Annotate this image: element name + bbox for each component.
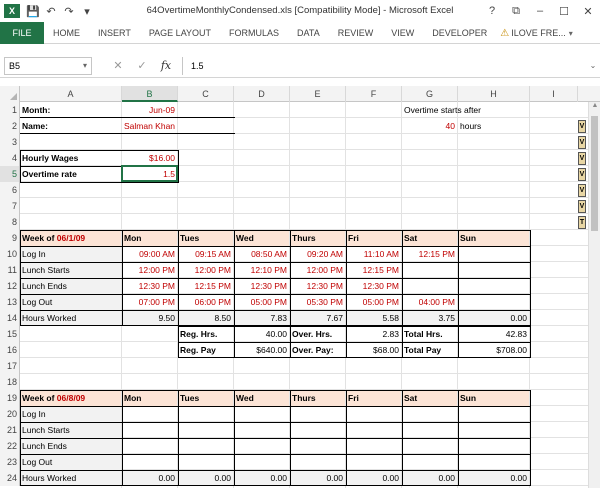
day-header-fri[interactable]: Fri — [346, 390, 401, 406]
week-col-line — [346, 485, 347, 486]
totals-border — [178, 326, 530, 327]
row-label-lunch-starts[interactable]: Lunch Starts — [20, 262, 121, 278]
hours-worked-cell[interactable]: 7.67 — [290, 310, 345, 326]
column-header-b[interactable]: B — [122, 86, 178, 102]
column-header-g[interactable]: G — [402, 86, 458, 102]
week-col-line — [458, 230, 459, 325]
row-header-24[interactable]: 24 — [0, 470, 20, 486]
time-cell[interactable]: 05:30 PM — [306, 297, 343, 307]
save-icon[interactable]: 💾 — [26, 5, 40, 18]
week-col-line — [290, 485, 291, 486]
totals-col-line — [346, 357, 347, 358]
column-header-d[interactable]: D — [234, 86, 290, 102]
side-legend-item: V — [578, 152, 586, 165]
row-header-8[interactable]: 8 — [0, 214, 20, 230]
wages-box — [20, 182, 179, 183]
week-col-line — [346, 390, 347, 485]
name-box[interactable] — [4, 57, 92, 75]
hours-worked-cell[interactable]: 3.75 — [402, 310, 457, 326]
totals-divider — [178, 342, 531, 343]
row-label-log-in[interactable]: Log In — [20, 246, 121, 262]
reg-hrs-label[interactable]: Reg. Hrs. — [180, 329, 218, 339]
day-header-thurs[interactable]: Thurs — [290, 230, 345, 246]
maximize-button[interactable]: ☐ — [559, 5, 569, 18]
week-table-border — [20, 390, 530, 391]
week-table-border — [20, 485, 531, 486]
week-col-line — [178, 390, 179, 485]
week-table-border — [20, 230, 530, 231]
enter-icon[interactable]: ✓ — [137, 60, 147, 72]
row-header-17[interactable]: 17 — [0, 358, 20, 374]
time-cell[interactable]: 12:30 PM — [306, 281, 343, 291]
week-col-line — [290, 230, 291, 325]
column-header-e[interactable]: E — [290, 86, 346, 102]
row-header-9[interactable]: 9 — [0, 230, 20, 246]
over-hrs-label[interactable]: Over. Hrs. — [292, 329, 333, 339]
row-header-6[interactable]: 6 — [0, 182, 20, 198]
totals-col-line — [234, 326, 235, 357]
hourly-wages-label[interactable]: Hourly Wages — [22, 153, 79, 163]
name-box-value: B5 — [9, 60, 21, 71]
tab-page-layout[interactable]: PAGE LAYOUT — [148, 27, 212, 38]
tab-data[interactable]: DATA — [297, 27, 320, 38]
wages-box — [20, 150, 178, 151]
row-header-13[interactable]: 13 — [0, 294, 20, 310]
overtime-rate-value[interactable]: 1.5 — [163, 169, 175, 179]
undo-icon[interactable]: ↶ — [46, 5, 56, 18]
week-row-line — [20, 422, 531, 423]
hours-worked-cell[interactable]: 0.00 — [458, 470, 529, 486]
reg-pay-value[interactable]: $640.00 — [256, 345, 287, 355]
customize-toolbar-icon[interactable]: ▾ — [84, 5, 90, 18]
day-header-tues[interactable]: Tues — [178, 230, 233, 246]
day-header-fri[interactable]: Fri — [346, 230, 401, 246]
week-col-line — [178, 230, 179, 325]
row-header-15[interactable]: 15 — [0, 326, 20, 342]
minimize-button[interactable]: – — [536, 5, 544, 17]
time-cell[interactable] — [458, 246, 529, 262]
hours-worked-cell[interactable]: 0.00 — [234, 470, 289, 486]
totals-col-line — [290, 357, 291, 358]
tab-file[interactable]: FILE — [0, 22, 44, 44]
gridline — [20, 197, 588, 198]
active-cell-selection — [121, 165, 178, 182]
week-row-line — [20, 406, 531, 407]
total-pay-label[interactable]: Total Pay — [404, 345, 442, 355]
time-cell[interactable] — [458, 294, 529, 310]
row-header-23[interactable]: 23 — [0, 454, 20, 470]
name-value[interactable]: Salman Khan — [124, 121, 176, 131]
over-pay-label[interactable]: Over. Pay: — [292, 345, 334, 355]
warning-icon: ⚠ — [500, 27, 510, 39]
side-legend-item: V — [578, 184, 586, 197]
column-header-f[interactable]: F — [346, 86, 402, 102]
scroll-up-icon[interactable]: ▲ — [591, 102, 599, 109]
time-cell[interactable]: 04:00 PM — [418, 297, 455, 307]
column-header-a[interactable]: A — [20, 86, 122, 102]
help-icon[interactable]: ? — [488, 5, 496, 17]
day-header-mon[interactable]: Mon — [122, 230, 177, 246]
row-header-11[interactable]: 11 — [0, 262, 20, 278]
week-row-line — [20, 310, 531, 311]
time-cell[interactable]: 05:00 PM — [250, 297, 287, 307]
week-col-line — [290, 390, 291, 485]
time-cell[interactable]: 09:20 AM — [307, 249, 343, 259]
spreadsheet-grid[interactable] — [0, 86, 600, 488]
chevron-down-icon[interactable]: ▾ — [568, 28, 573, 38]
hours-worked-cell[interactable]: 0.00 — [346, 470, 401, 486]
time-cell[interactable]: 07:00 PM — [138, 297, 175, 307]
row-header-7[interactable]: 7 — [0, 198, 20, 214]
week-col-line — [234, 485, 235, 486]
time-cell[interactable]: 12:00 PM — [194, 265, 231, 275]
day-header-sun[interactable]: Sun — [458, 230, 529, 246]
row-label-log-out[interactable]: Log Out — [20, 454, 121, 470]
row-header-10[interactable]: 10 — [0, 246, 20, 262]
time-cell[interactable]: 09:00 AM — [139, 249, 175, 259]
tab-addin[interactable] — [496, 22, 577, 44]
column-headers — [0, 86, 600, 102]
row-label-hours-worked[interactable]: Hours Worked — [20, 470, 121, 486]
total-hrs-value[interactable]: 42.83 — [505, 329, 527, 339]
hours-worked-cell[interactable]: 0.00 — [402, 470, 457, 486]
day-header-sun[interactable]: Sun — [458, 390, 529, 406]
hours-worked-cell[interactable]: 7.83 — [234, 310, 289, 326]
tab-formulas[interactable]: FORMULAS — [229, 27, 280, 38]
window-controls — [480, 0, 600, 22]
time-cell[interactable]: 12:30 PM — [250, 281, 287, 291]
column-header-i[interactable]: I — [530, 86, 578, 102]
expand-formula-icon[interactable]: ⌄ — [589, 61, 597, 70]
row-label-hours-worked[interactable]: Hours Worked — [20, 310, 121, 326]
week-col-line — [122, 230, 123, 325]
week-title[interactable] — [20, 390, 121, 406]
row-header-2[interactable]: 2 — [0, 118, 20, 134]
row-header-1[interactable]: 1 — [0, 102, 20, 118]
week-col-line — [346, 230, 347, 325]
formula-bar — [0, 54, 600, 78]
overtime-rate-label[interactable]: Overtime rate — [22, 169, 77, 179]
row-header-22[interactable]: 22 — [0, 438, 20, 454]
time-cell[interactable]: 12:30 PM — [138, 281, 175, 291]
week-col-line — [234, 390, 235, 485]
week-row-line — [20, 470, 531, 471]
addin-label: ILOVE FRE... — [511, 27, 566, 38]
time-cell[interactable]: 12:15 PM — [418, 249, 455, 259]
hours-worked-cell[interactable]: 0.00 — [178, 470, 233, 486]
totals-col-line — [290, 326, 291, 357]
week-col-line — [402, 485, 403, 486]
hours-worked-cell[interactable]: 9.50 — [122, 310, 177, 326]
cancel-icon[interactable]: ✕ — [113, 60, 123, 72]
hours-worked-cell[interactable]: 0.00 — [290, 470, 345, 486]
gridline — [20, 213, 588, 214]
tab-view[interactable]: VIEW — [391, 27, 415, 38]
totals-col-line — [234, 357, 235, 358]
row-header-3[interactable]: 3 — [0, 134, 20, 150]
close-button[interactable]: ✕ — [583, 5, 593, 18]
month-value[interactable]: Jun-09 — [149, 105, 175, 115]
day-header-wed[interactable]: Wed — [234, 390, 289, 406]
overtime-starts-label[interactable]: Overtime starts after — [404, 105, 481, 115]
row-label-log-out[interactable]: Log Out — [20, 294, 121, 310]
hours-worked-cell[interactable]: 0.00 — [458, 310, 529, 326]
week-title-prefix: Week of — [22, 393, 57, 403]
row-header-14[interactable]: 14 — [0, 310, 20, 326]
excel-logo-icon: X — [4, 4, 20, 18]
week-row-line — [20, 438, 531, 439]
reg-hrs-value[interactable]: 40.00 — [265, 329, 287, 339]
time-cell[interactable] — [402, 278, 457, 294]
day-header-thurs[interactable]: Thurs — [290, 390, 345, 406]
totals-border — [178, 357, 531, 358]
month-label[interactable]: Month: — [22, 105, 51, 115]
formula-input[interactable]: 1.5 — [182, 57, 586, 75]
week-row-line — [20, 294, 531, 295]
week-col-line — [458, 390, 459, 485]
hours-worked-cell[interactable]: 5.58 — [346, 310, 401, 326]
row-header-19[interactable]: 19 — [0, 390, 20, 406]
week-date: 06/1/09 — [56, 233, 86, 243]
name-underline — [20, 133, 235, 134]
time-cell[interactable] — [458, 278, 529, 294]
week-col-line — [122, 485, 123, 486]
row-label-lunch-ends[interactable]: Lunch Ends — [20, 438, 121, 454]
side-legend-item: V — [578, 120, 586, 133]
week-col-line — [234, 230, 235, 325]
side-legend-item: T — [578, 216, 586, 229]
time-cell[interactable]: 12:15 PM — [194, 281, 231, 291]
column-header-h[interactable]: H — [458, 86, 530, 102]
week-col-line — [178, 485, 179, 486]
select-all-button[interactable] — [0, 86, 20, 102]
time-cell[interactable]: 12:30 PM — [362, 281, 399, 291]
tab-review[interactable]: REVIEW — [337, 27, 374, 38]
totals-col-line — [346, 326, 347, 357]
overtime-hours-value[interactable]: 40 — [445, 121, 455, 131]
tab-insert[interactable]: INSERT — [98, 27, 131, 38]
vertical-scrollbar[interactable] — [588, 102, 600, 488]
time-cell[interactable]: 06:00 PM — [194, 297, 231, 307]
row-header-16[interactable]: 16 — [0, 342, 20, 358]
insert-function-icon[interactable]: fx — [160, 59, 172, 72]
redo-icon[interactable]: ↷ — [64, 5, 74, 18]
week-col-line — [122, 325, 123, 326]
day-header-sat[interactable]: Sat — [402, 230, 457, 246]
total-hrs-label[interactable]: Total Hrs. — [404, 329, 443, 339]
column-header-c[interactable]: C — [178, 86, 234, 102]
reg-pay-label[interactable]: Reg. Pay — [180, 345, 216, 355]
week-row-line — [20, 278, 531, 279]
week-row-line — [20, 454, 531, 455]
ribbon-tabs — [0, 22, 600, 44]
name-label[interactable]: Name: — [22, 121, 48, 131]
overtime-hours-unit[interactable]: hours — [460, 121, 482, 131]
side-legend-item: V — [578, 168, 586, 181]
week-row-line — [20, 246, 531, 247]
day-header-wed[interactable]: Wed — [234, 230, 289, 246]
row-header-4[interactable]: 4 — [0, 150, 20, 166]
side-legend — [578, 120, 586, 230]
time-cell[interactable]: 12:15 PM — [362, 265, 399, 275]
window-title: 64OvertimeMonthlyCondensed.xls [Compatibility Mode] - Microsoft Excel — [146, 5, 454, 16]
week-date: 06/8/09 — [56, 393, 86, 403]
time-cell[interactable]: 09:15 AM — [195, 249, 231, 259]
day-header-mon[interactable]: Mon — [122, 390, 177, 406]
gridline — [20, 373, 588, 374]
hours-worked-cell[interactable]: 0.00 — [122, 470, 177, 486]
hourly-wages-value[interactable]: $16.00 — [149, 153, 175, 163]
row-label-log-in[interactable]: Log In — [20, 406, 121, 422]
tab-developer[interactable]: DEVELOPER — [432, 27, 488, 38]
week-col-line — [122, 390, 123, 485]
row-header-18[interactable]: 18 — [0, 374, 20, 390]
time-cell[interactable]: 05:00 PM — [362, 297, 399, 307]
time-cell[interactable]: 12:10 PM — [250, 265, 287, 275]
time-cell[interactable]: 12:00 PM — [138, 265, 175, 275]
row-header-20[interactable]: 20 — [0, 406, 20, 422]
row-label-lunch-starts[interactable]: Lunch Starts — [20, 422, 121, 438]
time-cell[interactable]: 12:00 PM — [306, 265, 343, 275]
day-header-sat[interactable]: Sat — [402, 390, 457, 406]
time-cell[interactable] — [402, 262, 457, 278]
row-label-lunch-ends[interactable]: Lunch Ends — [20, 278, 121, 294]
title-bar — [0, 0, 600, 22]
week-col-line — [402, 230, 403, 325]
row-header-12[interactable]: 12 — [0, 278, 20, 294]
formula-buttons — [106, 59, 178, 72]
week-row-line — [20, 262, 531, 263]
week-title[interactable] — [20, 230, 121, 246]
totals-col-line — [458, 357, 459, 358]
side-legend-item: V — [578, 200, 586, 213]
side-legend-item: V — [578, 136, 586, 149]
tab-home[interactable]: HOME — [53, 27, 80, 38]
over-hrs-value[interactable]: 2.83 — [382, 329, 399, 339]
row-header-5[interactable]: 5 — [0, 166, 20, 182]
week-col-line — [402, 390, 403, 485]
time-cell[interactable] — [458, 262, 529, 278]
month-underline — [20, 117, 235, 118]
total-pay-value[interactable]: $708.00 — [496, 345, 527, 355]
over-pay-value[interactable]: $68.00 — [373, 345, 399, 355]
week-title-prefix: Week of — [22, 233, 57, 243]
row-header-21[interactable]: 21 — [0, 422, 20, 438]
totals-col-line — [402, 357, 403, 358]
scrollbar-thumb[interactable] — [591, 116, 598, 231]
ribbon-display-icon[interactable]: ⧉ — [512, 4, 520, 17]
totals-col-line — [402, 326, 403, 357]
totals-col-line — [458, 326, 459, 357]
day-header-tues[interactable]: Tues — [178, 390, 233, 406]
hours-worked-cell[interactable]: 8.50 — [178, 310, 233, 326]
time-cell[interactable]: 11:10 AM — [363, 249, 399, 259]
name-box-dropdown-icon[interactable]: ▾ — [82, 61, 87, 70]
time-cell[interactable]: 08:50 AM — [251, 249, 287, 259]
quick-access-toolbar — [0, 0, 96, 22]
week-col-line — [458, 485, 459, 486]
